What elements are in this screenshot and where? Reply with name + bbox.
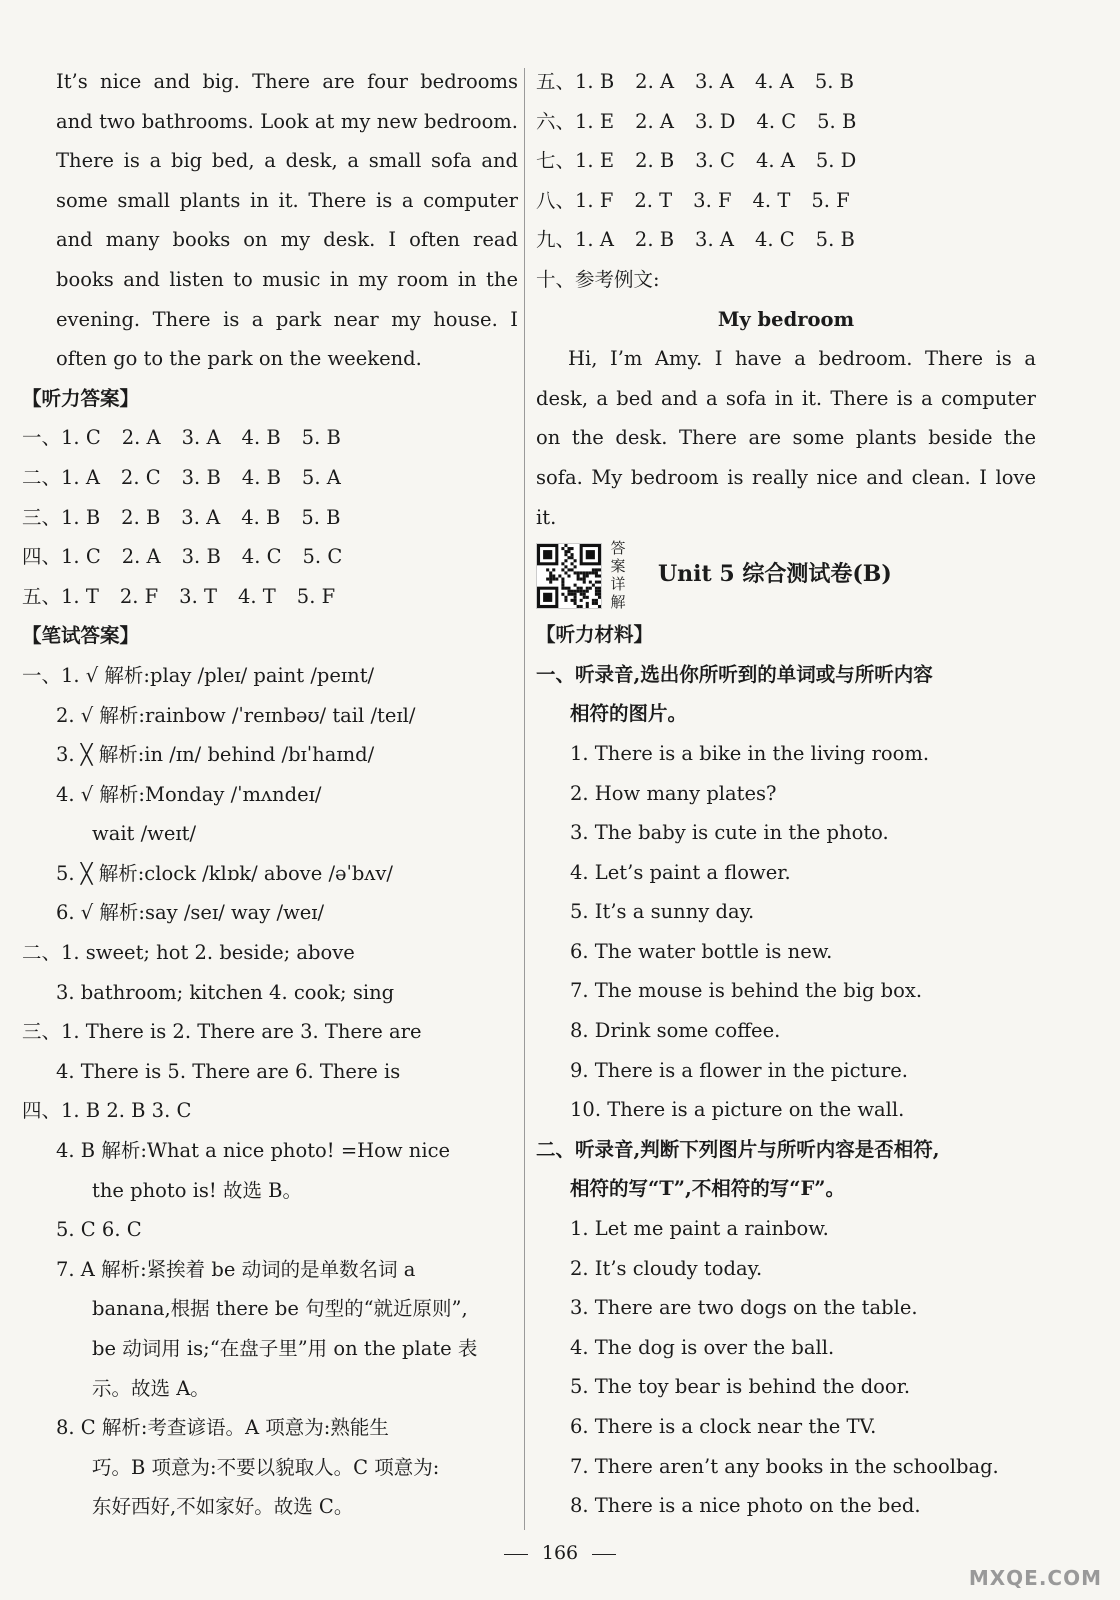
answer-item: 3. B bbox=[181, 545, 221, 569]
listening-answers-header: 【听力答案】 bbox=[22, 386, 140, 410]
answer-item: 5. F bbox=[296, 584, 336, 608]
answer-item: 2. A bbox=[635, 109, 674, 133]
written-line: banana,根据 there be 句型的“就近原则”, bbox=[92, 1297, 468, 1321]
answer-item: 5. D bbox=[815, 149, 857, 173]
answer-item: 3. A bbox=[695, 228, 734, 252]
answer-item: 5. B bbox=[301, 505, 341, 529]
section2-instruction-cont: 相符的写“T”,不相符的写“F”。 bbox=[570, 1177, 846, 1201]
answer-row bbox=[22, 418, 518, 458]
answer-item: 3. A bbox=[181, 426, 221, 450]
written-line: 6. √ 解析:say /seɪ/ way /weɪ/ bbox=[56, 901, 325, 925]
essay-text: Hi, I’m Amy. I have a bedroom. There is a desk, a bed and a sofa in it. There is a computer on the desk. There are some plants beside the sofa. My bedroom is really nice and clean. I love it. bbox=[536, 347, 1036, 529]
answer-item: 3. F bbox=[693, 188, 732, 212]
answer-row-number: 八、 bbox=[536, 188, 576, 212]
section2-instruction: 二、听录音,判断下列图片与所听内容是否相符, bbox=[536, 1137, 940, 1161]
transcript-item: 7. The mouse is behind the big box. bbox=[570, 979, 923, 1003]
transcript-item: 10. There is a picture on the wall. bbox=[570, 1098, 905, 1122]
written-line: 4. B 解析:What a nice photo! =How nice bbox=[56, 1139, 451, 1163]
answer-item: 2. B bbox=[634, 228, 675, 252]
unit-header bbox=[536, 537, 1036, 615]
transcript-item: 4. The dog is over the ball. bbox=[570, 1335, 835, 1359]
qr-caption: 答案详解 bbox=[610, 539, 626, 612]
answer-item: 4. B bbox=[241, 465, 281, 489]
answer-row-number: 三、 bbox=[22, 505, 62, 529]
answer-item: 4. A bbox=[754, 70, 794, 93]
section1-transcript bbox=[536, 734, 1036, 1130]
written-line: 8. C 解析:考查谚语。A 项意为:熟能生 bbox=[56, 1416, 389, 1440]
sample-essay-label: 十、参考例文: bbox=[536, 267, 660, 291]
answer-item: 2. B bbox=[635, 149, 675, 173]
written-line: 3. ╳ 解析:in /ɪn/ behind /bɪˈhaɪnd/ bbox=[56, 743, 375, 767]
written-line: 7. A 解析:紧挨着 be 动词的是单数名词 a bbox=[56, 1257, 416, 1281]
answer-row bbox=[22, 458, 518, 498]
written-answers-continued bbox=[536, 62, 1036, 260]
answer-row-number: 六、 bbox=[536, 109, 576, 133]
transcript-item: 5. The toy bear is behind the door. bbox=[570, 1375, 911, 1399]
answer-row bbox=[536, 181, 1036, 221]
written-line: 2. √ 解析:rainbow /ˈreɪnbəʊ/ tail /teɪl/ bbox=[56, 703, 416, 727]
answer-item: 1. C bbox=[61, 545, 101, 569]
answer-item: 1. A bbox=[61, 465, 100, 489]
answer-item: 1. B bbox=[575, 70, 615, 93]
answer-item: 1. A bbox=[575, 228, 614, 252]
answer-item: 3. B bbox=[181, 465, 221, 489]
left-column bbox=[22, 62, 518, 1527]
answer-row bbox=[536, 141, 1036, 181]
written-line: 一、1. √ 解析:play /pleɪ/ paint /peɪnt/ bbox=[22, 663, 375, 687]
answer-row bbox=[536, 102, 1036, 142]
answer-item: 4. C bbox=[241, 545, 282, 569]
transcript-item: 1. There is a bike in the living room. bbox=[570, 741, 930, 765]
written-line: the photo is! 故选 B。 bbox=[92, 1178, 302, 1202]
written-line: 4. √ 解析:Monday /ˈmʌndeɪ/ bbox=[56, 782, 322, 806]
answer-row-number: 一、 bbox=[22, 426, 62, 450]
answer-item: 2. C bbox=[120, 465, 161, 489]
answer-item: 4. B bbox=[241, 505, 281, 529]
written-line: 二、1. sweet; hot 2. beside; above bbox=[22, 941, 355, 965]
answer-row-number: 五、 bbox=[536, 70, 576, 93]
written-line: wait /weɪt/ bbox=[92, 822, 197, 846]
answer-item: 3. D bbox=[694, 109, 736, 133]
answer-item: 3. T bbox=[179, 584, 217, 608]
transcript-item: 3. The baby is cute in the photo. bbox=[570, 821, 889, 845]
transcript-item: 1. Let me paint a rainbow. bbox=[570, 1217, 829, 1241]
answer-item: 5. A bbox=[301, 465, 341, 489]
transcript-item: 3. There are two dogs on the table. bbox=[570, 1296, 918, 1320]
answer-item: 4. A bbox=[755, 149, 795, 173]
page-number: 166 bbox=[541, 1542, 579, 1564]
section1-instruction-cont: 相符的图片。 bbox=[570, 702, 688, 726]
section1-instruction: 一、听录音,选出你所听到的单词或与所听内容 bbox=[536, 662, 933, 686]
answer-item: 5. B bbox=[814, 70, 854, 93]
right-column bbox=[536, 62, 1036, 1526]
passage-text: It’s nice and big. There are four bedrooms and two bathrooms. Look at my new bedroom. There is a big bed, a desk, a small sofa and some small plants in it. There is a computer and many books on my desk. I often read books and listen to music in my room in the evening. There is a park near my house. I often go to the park on the weekend. bbox=[56, 70, 518, 371]
answer-item: 4. C bbox=[756, 109, 797, 133]
transcript-item: 6. There is a clock near the TV. bbox=[570, 1415, 877, 1438]
answer-item: 2. F bbox=[119, 584, 159, 608]
page-footer bbox=[0, 1542, 1120, 1564]
transcript-item: 2. It’s cloudy today. bbox=[570, 1256, 763, 1280]
written-line: 示。故选 A。 bbox=[92, 1376, 210, 1400]
answer-item: 1. C bbox=[61, 426, 101, 450]
written-line: 5. ╳ 解析:clock /klɒk/ above /əˈbʌv/ bbox=[56, 861, 393, 885]
transcript-item: 9. There is a flower in the picture. bbox=[570, 1058, 908, 1082]
answer-item: 4. C bbox=[754, 228, 795, 252]
essay-title: My bedroom bbox=[717, 307, 855, 331]
footer-dash bbox=[592, 1554, 616, 1555]
answer-item: 3. A bbox=[695, 70, 734, 93]
written-line: 三、1. There is 2. There are 3. There are bbox=[22, 1020, 422, 1044]
answer-item: 2. A bbox=[121, 426, 161, 450]
answer-item: 5. F bbox=[811, 188, 850, 212]
listening-answers bbox=[22, 418, 518, 616]
answer-item: 3. C bbox=[695, 149, 735, 173]
answer-row bbox=[22, 577, 518, 617]
written-line: 四、1. B 2. B 3. C bbox=[22, 1099, 192, 1123]
answer-row bbox=[22, 537, 518, 577]
answer-item: 2. A bbox=[121, 545, 161, 569]
answer-row-number: 五、 bbox=[22, 584, 62, 608]
answer-item: 5. B bbox=[301, 426, 341, 450]
transcript-item: 5. It’s a sunny day. bbox=[570, 900, 755, 924]
answer-item: 2. T bbox=[634, 188, 673, 212]
answer-row-number: 九、 bbox=[536, 228, 576, 252]
transcript-item: 8. There is a nice photo on the bed. bbox=[570, 1494, 921, 1518]
answer-item: 1. E bbox=[575, 149, 615, 173]
answer-row-number: 七、 bbox=[536, 149, 576, 173]
transcript-item: 7. There aren’t any books in the schoolbag. bbox=[570, 1454, 999, 1478]
written-line: 5. C 6. C bbox=[56, 1218, 142, 1242]
answer-row bbox=[536, 220, 1036, 260]
written-line: 3. bathroom; kitchen 4. cook; sing bbox=[56, 980, 395, 1004]
qr-code-icon[interactable] bbox=[536, 543, 602, 609]
answer-item: 5. B bbox=[817, 109, 857, 133]
unit-title: Unit 5 综合测试卷(B) bbox=[658, 561, 892, 588]
answer-row-number: 二、 bbox=[22, 465, 62, 489]
transcript-item: 6. The water bottle is new. bbox=[570, 939, 833, 963]
transcript-item: 8. Drink some coffee. bbox=[570, 1019, 781, 1043]
written-line: 4. There is 5. There are 6. There is bbox=[56, 1059, 401, 1083]
written-line: be 动词用 is;“在盘子里”用 on the plate 表 bbox=[92, 1337, 478, 1360]
watermark-logo: MXQE.COM bbox=[968, 1566, 1102, 1590]
answer-row-number: 四、 bbox=[22, 545, 62, 569]
column-divider bbox=[524, 68, 525, 1530]
answer-item: 1. F bbox=[575, 188, 614, 212]
answer-item: 2. B bbox=[121, 505, 161, 529]
answer-item: 1. T bbox=[61, 584, 99, 608]
answer-item: 4. T bbox=[237, 584, 276, 608]
answer-item: 1. E bbox=[575, 109, 615, 133]
answer-item: 5. C bbox=[302, 545, 343, 569]
answer-item: 4. B bbox=[241, 426, 281, 450]
written-answers bbox=[22, 656, 518, 1527]
footer-dash bbox=[504, 1554, 528, 1555]
answer-item: 2. A bbox=[635, 70, 675, 93]
transcript-item: 4. Let’s paint a flower. bbox=[570, 860, 791, 884]
transcript-item: 2. How many plates? bbox=[570, 781, 777, 805]
answer-row bbox=[536, 62, 1036, 102]
answer-item: 3. A bbox=[181, 505, 221, 529]
answer-item: 5. B bbox=[815, 228, 855, 252]
answer-row bbox=[22, 498, 518, 538]
answer-item: 1. B bbox=[61, 505, 101, 529]
section2-transcript bbox=[536, 1209, 1036, 1526]
listening-material-header: 【听力材料】 bbox=[536, 623, 654, 647]
written-answers-header: 【笔试答案】 bbox=[22, 624, 140, 648]
answer-item: 4. T bbox=[752, 188, 791, 212]
written-line: 东好西好,不如家好。故选 C。 bbox=[92, 1495, 354, 1519]
written-line: 巧。B 项意为:不要以貌取人。C 项意为: bbox=[92, 1455, 440, 1479]
